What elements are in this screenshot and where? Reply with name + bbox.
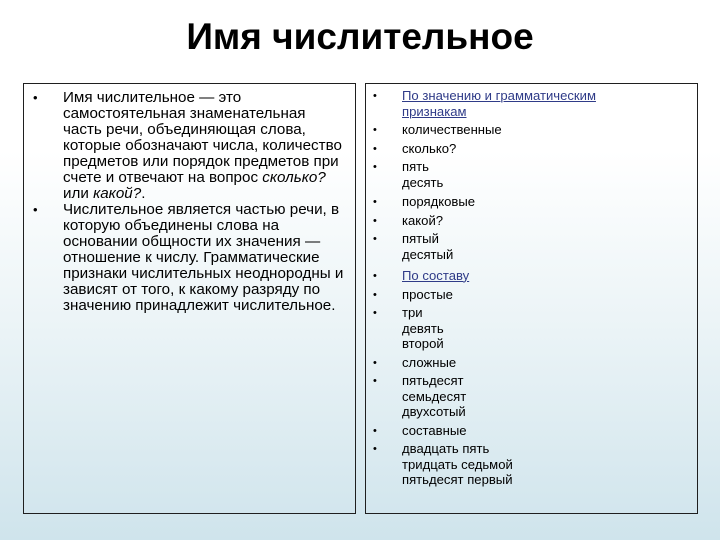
classification-line: какой? [402, 212, 444, 228]
bullet-marker: • [373, 288, 377, 301]
classification-line: двухсотый [402, 404, 466, 419]
classification-line: сколько? [402, 140, 457, 156]
classification-item [373, 213, 691, 230]
explanation-text: Числительное является частью речи, в которую объединены слова на основании общности их значения — отношение к числу. Грамматические признаки числительных неоднородны и зависят от того, к какому разряду по значению принадлежит числительное. [63, 201, 344, 314]
definition-bullet-item [33, 90, 347, 202]
bullet-marker: • [33, 90, 38, 105]
classification-item [373, 231, 691, 262]
classification-line: количественные [402, 122, 502, 137]
classification-line: простые [402, 286, 453, 302]
bullet-marker: • [373, 161, 377, 173]
classification-item-text [402, 213, 691, 229]
classification-line: девять [402, 320, 444, 336]
classification-item [373, 268, 691, 285]
classification-item [373, 423, 691, 440]
bullet-marker: • [373, 90, 377, 102]
classification-item [373, 194, 691, 211]
classification-line: двадцать пять [402, 441, 490, 456]
classification-item-text [402, 194, 691, 210]
slide-title: Имя числительное [186, 16, 534, 57]
definition-text-ending: . [141, 185, 146, 202]
definition-text-part: Имя числительное — это самостоятельная знаменательная часть речи, объединяющая слова, которые обозначают числа, количество предметов или порядок предметов при счете и отвечают на вопрос [63, 89, 342, 186]
bullet-marker: • [373, 196, 377, 208]
bullet-marker: • [373, 142, 377, 155]
classification-item-text [402, 305, 691, 352]
bullet-marker: • [373, 424, 377, 437]
bullet-marker: • [373, 443, 377, 455]
classification-item [373, 141, 691, 158]
classification-item [373, 287, 691, 304]
classification-heading-line: По значению и грамматическим [402, 88, 596, 103]
classification-heading-structure [402, 268, 691, 284]
bullet-marker: • [373, 307, 377, 319]
classification-item-text [402, 373, 691, 420]
classification-item [373, 373, 691, 420]
classification-line: семьдесят [402, 388, 467, 404]
classification-item-text [402, 159, 691, 190]
classification-item-text [402, 423, 691, 439]
classification-heading-line: По составу [402, 268, 470, 283]
bullet-marker: • [373, 214, 377, 227]
classification-line: десятый [402, 246, 454, 262]
classification-item [373, 88, 691, 119]
classification-line: пять [402, 159, 429, 174]
explanation-bullet-item [33, 202, 347, 314]
definition-text [63, 90, 347, 202]
definition-text-connector: или [63, 185, 94, 202]
classification-line: сложные [402, 354, 457, 370]
classification-item-text [402, 441, 691, 488]
classification-item [373, 441, 691, 488]
classification-line: десять [402, 174, 444, 190]
classification-line: составные [402, 422, 467, 438]
classification-line: порядковые [402, 194, 476, 209]
bullet-marker: • [373, 233, 377, 245]
classification-item [373, 355, 691, 372]
question-how-many-italic: сколько? [262, 169, 326, 186]
classification-item-text [402, 122, 691, 138]
bullet-marker: • [373, 375, 377, 387]
classification-line: пятый [402, 231, 439, 246]
definition-panel [23, 83, 356, 514]
classification-line: пятьдесят [402, 373, 464, 388]
bullet-marker: • [33, 202, 38, 217]
classification-item [373, 159, 691, 190]
classification-item-text [402, 231, 691, 262]
classification-item-text [402, 355, 691, 371]
bullet-marker: • [373, 356, 377, 369]
bullet-marker: • [373, 270, 377, 282]
question-which-italic: какой? [93, 185, 142, 202]
classification-item [373, 122, 691, 139]
classification-heading-line: признакам [402, 103, 467, 119]
classification-line: тридцать седьмой [402, 456, 513, 472]
classification-item-text [402, 141, 691, 157]
classification-panel [365, 83, 698, 514]
classification-line: пятьдесят первый [402, 472, 513, 487]
bullet-marker: • [373, 124, 377, 136]
classification-item [373, 305, 691, 352]
classification-heading-meaning [402, 88, 691, 119]
classification-item-text [402, 287, 691, 303]
classification-line: второй [402, 336, 444, 351]
classification-line: три [402, 305, 423, 320]
